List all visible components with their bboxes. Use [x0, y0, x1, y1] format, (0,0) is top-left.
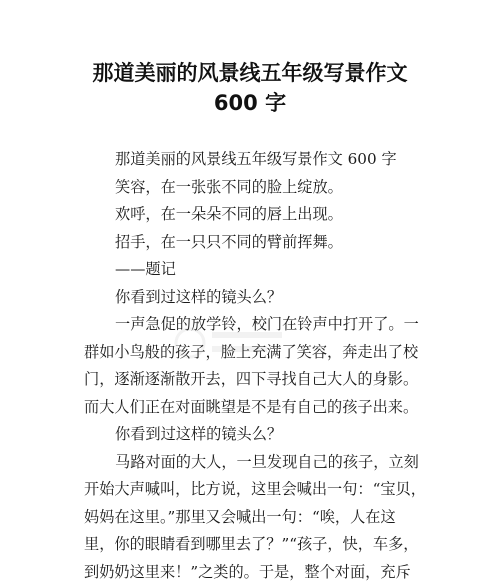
- question-line-2: 你看到过这样的镜头么？: [84, 421, 420, 449]
- body-text-line: 一声急促的放学铃，校门在铃声中打开了。一: [84, 311, 420, 339]
- poem-line-3: 招手，在一只只不同的臂前挥舞。: [84, 229, 420, 257]
- body-text-line: 妈妈在这里。”那里又会喊出一句：“唉，人在这: [84, 504, 420, 532]
- body-text-line: 群如小鸟般的孩子，脸上充满了笑容，奔走出了校: [84, 339, 420, 367]
- poem-line-2: 欢呼，在一朵朵不同的唇上出现。: [84, 201, 420, 229]
- poem-line-1: 笑容，在一张张不同的脸上绽放。: [84, 174, 420, 202]
- document-body: [84, 146, 420, 586]
- body-text-line: 马路对面的大人，一旦发现自己的孩子，立刻: [84, 449, 420, 477]
- epigraph-attribution: ——题记: [84, 256, 420, 284]
- body-text-line: 里，你的眼睛看到哪里去了？”“孩子，快，车多，: [84, 531, 420, 559]
- body-text-line: 开始大声喊叫，比方说，这里会喊出一句：“宝贝，: [84, 476, 420, 504]
- body-text-line: 到奶奶这里来！”之类的。于是，整个对面，充斥: [84, 559, 420, 586]
- paragraph-heading-repeat: 那道美丽的风景线五年级写景作文 600 字: [84, 146, 420, 174]
- document-title-line-1: 那道美丽的风景线五年级写景作文: [0, 58, 500, 88]
- body-text-line: 而大人们正在对面眺望是不是有自己的孩子出来。: [84, 394, 420, 422]
- question-line-1: 你看到过这样的镜头么？: [84, 284, 420, 312]
- document-title-line-2: 600 字: [0, 88, 500, 118]
- body-text-line: 门，逐渐逐渐散开去，四下寻找自己大人的身影。: [84, 366, 420, 394]
